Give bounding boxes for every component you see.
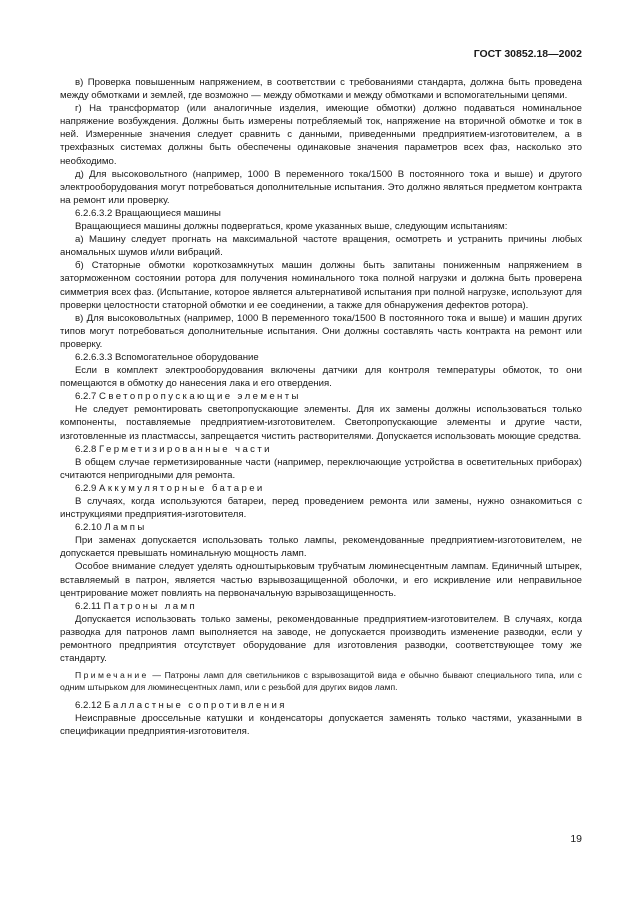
paragraph-light-transmitting: Не следует ремонтировать светопропускающие элементы. Для их замены должны использоваться только компоненты, поставляемые предприятием-изготовителем. Светопропускающие элементы и другие части, изготовленные из пластмассы, запрещается чистить растворителями. Допускается использовать моющие средства. — [60, 404, 582, 442]
paragraph-hv-machines: в) Для высоковольтных (например, 1000 В переменного тока/1500 В постоянного тока и выше) и машин других типов могут потребоваться дополнительные испытания. Они должны составлять часть контракта на ремонт или проверку. — [60, 312, 582, 350]
heading-light-transmitting — [60, 390, 582, 403]
note-protection-type: е — [400, 670, 406, 681]
page-header-standard: ГОСТ 30852.18—2002 — [473, 48, 582, 60]
heading-encapsulated-parts — [60, 443, 582, 456]
section-number: 6.2.11 — [75, 600, 101, 612]
paragraph-batteries: В случаях, когда используются батареи, перед проведением ремонта или замены, нужно ознакомиться с инструкциями предприятия-изготовителя. — [60, 496, 582, 521]
paragraph-hv-test: в) Проверка повышенным напряжением, в соответствии с требованиями стандарта, должна быть проведена между обмотками и землей, где возможно — между обмотками и между обмотками и вспомогательными цепями. — [60, 77, 582, 102]
section-title: Светопропускающие элементы — [99, 391, 301, 403]
page-number: 19 — [570, 833, 582, 845]
note-text-b: обычно бывают специального типа, или с одним штырьком для люминесцентных ламп, или с резьбой для других видов ламп. — [60, 670, 582, 693]
section-title: Патроны ламп — [103, 600, 198, 612]
paragraph-max-speed: а) Машину следует прогнать на максимальной частоте вращения, осмотреть и устранить причины любых аномальных шумов и/или вибраций. — [60, 234, 582, 259]
heading-lamp-holders — [60, 600, 582, 613]
section-number: 6.2.10 — [75, 522, 102, 534]
note-label: Примечание — [75, 670, 149, 681]
paragraph-lamp-replacement: При заменах допускается использовать только лампы, рекомендованные предприятием-изготовителем, не допускается превышать номинальную мощность ламп. — [60, 535, 582, 560]
section-title: Лампы — [104, 522, 147, 534]
heading-lamps — [60, 521, 582, 534]
note-text-a: — Патроны ламп для светильников с взрывозащитой вида — [148, 670, 401, 681]
heading-ballast — [60, 699, 582, 712]
section-title: Аккумуляторные батареи — [99, 482, 265, 494]
paragraph-ballast: Неисправные дроссельные катушки и конденсаторы допускается заменять только частями, указанными в спецификации предприятия-изготовителя. — [60, 713, 582, 738]
section-title: Герметизированные части — [99, 443, 272, 455]
paragraph-stator-windings: б) Статорные обмотки короткозамкнутых машин должны быть запитаны пониженным напряжением в заторможенном состоянии ротора для получения номинального тока полной нагрузки и должна быть проверена симметрия всех фаз. (Испытание, которое является альтернативой испытания при полной нагрузке, используют для проверки целостности статорной обмотки и ее соединении, а также для обнаружения дефектов ротора). — [60, 260, 582, 311]
heading-rotating-machines: 6.2.6.3.2 Вращающиеся машины — [75, 207, 221, 219]
paragraph-encapsulated-parts: В общем случае герметизированные части (например, переключающие устройства в осветительных приборах) считаются непригодными для ремонта. — [60, 456, 582, 481]
note-lamp-holders — [60, 669, 582, 693]
section-number: 6.2.8 — [75, 443, 97, 455]
heading-auxiliary-equipment: 6.2.6.3.3 Вспомогательное оборудование — [75, 351, 259, 363]
paragraph-single-pin-lamps: Особое внимание следует уделять одноштырьковым трубчатым люминесцентным лампам. Единичный штырек, вставляемый в патрон, является частью взрывозащищенной оболочки, и его искривление или неправильное центрирование может повлиять на первоначальную взрывозащищенность. — [60, 561, 582, 599]
paragraph-temperature-sensors: Если в комплект электрооборудования включены датчики для контроля температуры обмоток, то они помещаются в обмотку до нанесения лака и его отвердения. — [60, 365, 582, 390]
paragraph-lamp-holders: Допускается использовать только замены, рекомендованные предприятием-изготовителем. В случаях, когда разводка для патронов ламп выполняется на заводе, не допускается производить изменение разводки, если у ремонтного предприятия отсутствует оборудование для изготовления разводки, соответствующее тому же стандарту. — [60, 613, 582, 665]
heading-batteries — [60, 482, 582, 495]
paragraph-high-voltage: д) Для высоковольтного (например, 1000 В переменного тока/1500 В постоянного тока и выше) и другого электрооборудования могут потребоваться дополнительные испытания. Это должно являться предметом контракта на ремонт или проверку. — [60, 168, 582, 206]
paragraph-transformer: г) На трансформатор (или аналогичные изделия, имеющие обмотки) должно подаваться номинальное напряжение возбуждения. Должны быть измерены потребляемый ток, напряжение на вторичной обмотке и ток в ней. Измеренные значения следует сравнить с данными, приведенными предприятием-изготовителем, а в трехфазных системах должны быть обеспечены одинаковые значения параметров всех фаз, насколько это необходимо. — [60, 103, 582, 167]
section-title: Балластные сопротивления — [104, 700, 287, 712]
section-number: 6.2.12 — [75, 700, 102, 712]
section-number: 6.2.9 — [75, 482, 97, 494]
page-body — [60, 76, 582, 739]
paragraph-rotating-intro: Вращающиеся машины должны подвергаться, кроме указанных выше, следующим испытаниям: — [75, 221, 508, 233]
section-number: 6.2.7 — [75, 391, 97, 403]
